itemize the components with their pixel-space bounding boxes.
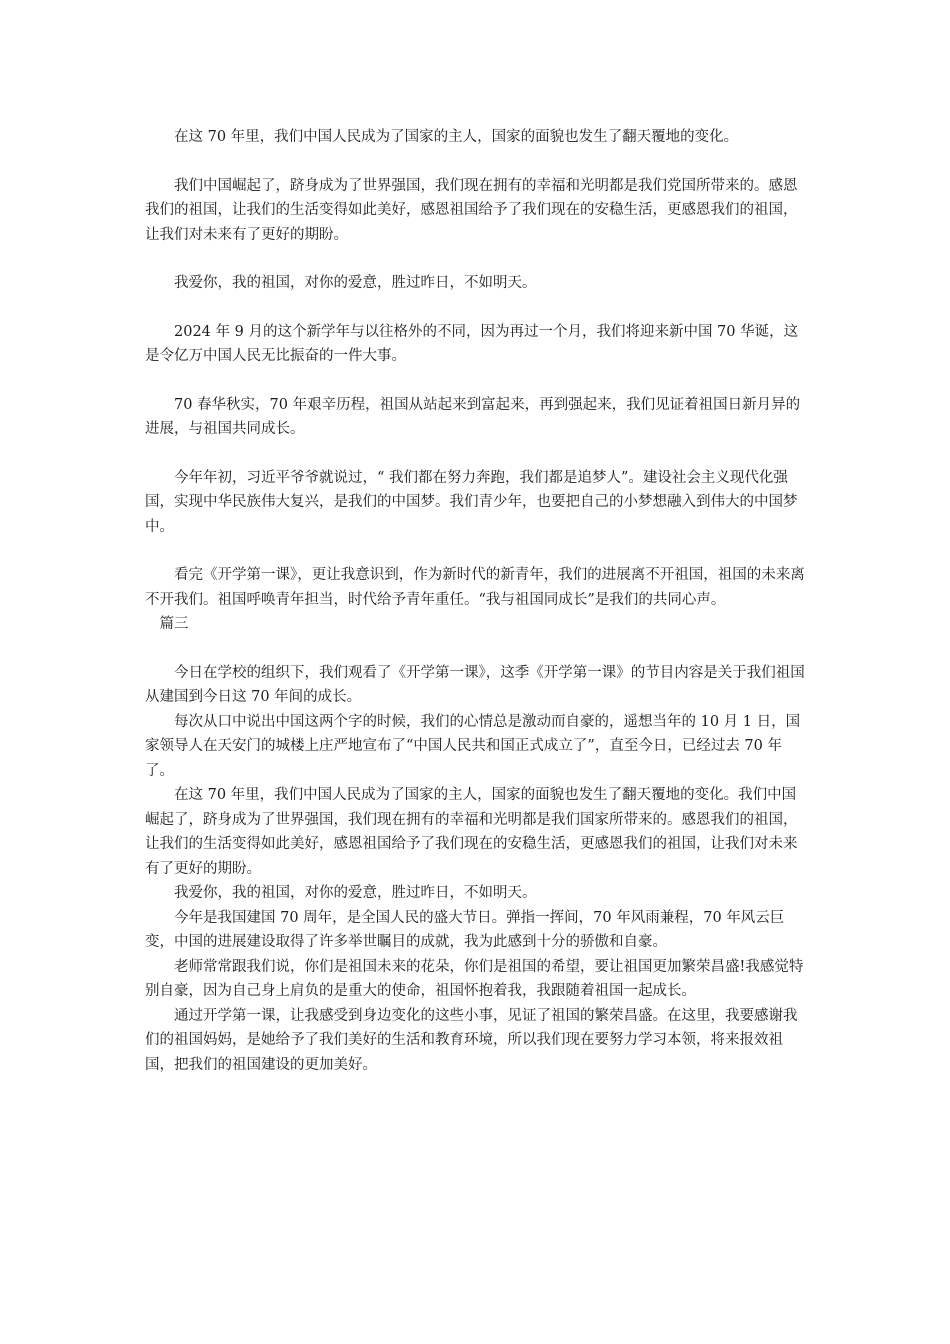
paragraph: 我们中国崛起了，跻身成为了世界强国，我们现在拥有的幸福和光明都是我们党国所带来的。感恩我们的祖国，让我们的生活变得如此美好，感恩祖国给予了我们现在的安稳生活，更感恩我们的祖国，让我们对未来有了更好的期盼。 (145, 177, 798, 243)
section-heading: 篇三 (159, 616, 189, 632)
paragraph: 每次从口中说出中国这两个字的时候，我们的心情总是激动而自豪的，遥想当年的 10 月 1 日，国家领导人在天安门的城楼上庄严地宣布了“中国人民共和国正式成立了”，直至今日，已经过去 70 年了。 (145, 713, 801, 779)
paragraph: 70 春华秋实，70 年艰辛历程，祖国从站起来到富起来，再到强起来，我们见证着祖国日新月异的进展，与祖国共同成长。 (145, 396, 801, 437)
paragraph: 我爱你，我的祖国，对你的爱意，胜过昨日，不如明天。 (174, 885, 537, 901)
paragraph: 看完《开学第一课》，更让我意识到，作为新时代的新青年，我们的进展离不开祖国，祖国的未来离不开我们。祖国呼唤青年担当，时代给予青年重任。“我与祖国同成长”是我们的共同心声。 (145, 567, 805, 608)
paragraph: 今日在学校的组织下，我们观看了《开学第一课》，这季《开学第一课》的节目内容是关于我们祖国从建国到今日这 70 年间的成长。 (145, 664, 805, 705)
paragraph: 在这 70 年里，我们中国人民成为了国家的主人，国家的面貌也发生了翻天覆地的变化。我们中国崛起了，跻身成为了世界强国，我们现在拥有的幸福和光明都是我们国家所带来的。感恩我们的祖国，让我们的生活变得如此美好，感恩祖国给予了我们现在的安稳生活，更感恩我们的祖国，让我们对未来有了更好的期盼。 (145, 787, 798, 877)
paragraph: 今年是我国建国 70 周年，是全国人民的盛大节日。弹指一挥间，70 年风雨兼程，70 年风云巨变，中国的进展建设取得了许多举世瞩目的成就，我为此感到十分的骄傲和自豪。 (145, 909, 785, 950)
paragraph: 我爱你，我的祖国，对你的爱意，胜过昨日，不如明天。 (174, 275, 537, 291)
paragraph: 老师常常跟我们说，你们是祖国未来的花朵，你们是祖国的希望，要让祖国更加繁荣昌盛!我感觉特别自豪，因为自己身上肩负的是重大的使命，祖国怀抱着我，我跟随着祖国一起成长。 (145, 958, 804, 999)
paragraph: 今年年初，习近平爷爷就说过，“ 我们都在努力奔跑，我们都是追梦人”。建设社会主义现代化强国，实现中华民族伟大复兴，是我们的中国梦。我们青少年，也要把自己的小梦想融入到伟大的中国梦中。 (145, 469, 798, 535)
paragraph: 2024 年 9 月的这个新学年与以往格外的不同，因为再过一个月，我们将迎来新中国 70 华诞，这是令亿万中国人民无比振奋的一件大事。 (145, 323, 799, 364)
paragraph: 在这 70 年里，我们中国人民成为了国家的主人，国家的面貌也发生了翻天覆地的变化。 (174, 129, 739, 145)
document-page (145, 125, 810, 1077)
paragraph: 通过开学第一课，让我感受到身边变化的这些小事，见证了祖国的繁荣昌盛。在这里，我要感谢我们的祖国妈妈，是她给予了我们美好的生活和教育环境，所以我们现在要努力学习本领，将来报效祖国，把我们的祖国建设的更加美好。 (145, 1007, 798, 1073)
